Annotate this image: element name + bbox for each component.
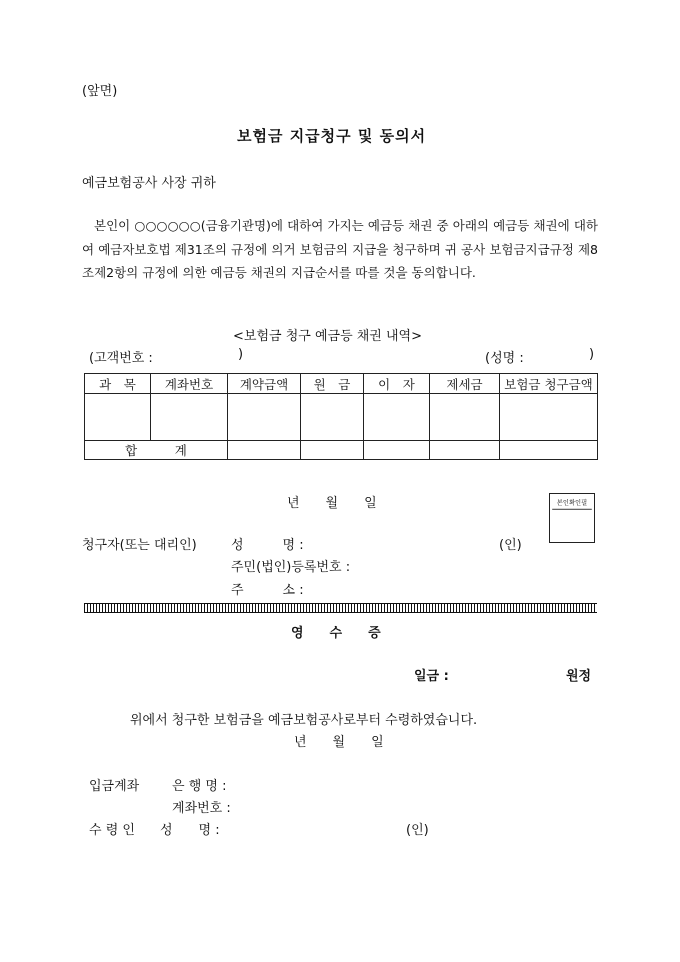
cell-contract-amount[interactable] bbox=[228, 394, 301, 441]
recipient-label: 수 령 인 bbox=[89, 823, 135, 838]
total-label: 합 계 bbox=[85, 441, 228, 460]
col-header-account-no: 계좌번호 bbox=[151, 374, 228, 394]
receipt-amount-label: 일금 : bbox=[414, 669, 449, 684]
receipt-statement: 위에서 청구한 보험금을 예금보험공사로부터 수령하였습니다. bbox=[130, 713, 478, 728]
recipient-seal-mark: (인) bbox=[406, 823, 429, 838]
claimant-address-label: 주 소 : bbox=[231, 583, 304, 598]
col-header-subject: 과 목 bbox=[85, 374, 151, 394]
name-label: (성명 : bbox=[485, 351, 524, 366]
claimant-name-label: 성 명 : bbox=[231, 538, 304, 553]
deposit-account-label: 입금계좌 bbox=[89, 779, 140, 794]
table-row bbox=[85, 394, 598, 441]
consent-text: 본인이 ○○○○○○(금융기관명)에 대하여 가지는 예금등 채권 중 아래의 예금등 채권에 대하여 예금자보호법 제31조의 규정에 의거 보험금의 지급을 청구하며 귀 공사 보험금지급규정 제8조제2항의 규정에 의한 예금등 채권의 지급순서를 따를 것을 동의합니다. bbox=[82, 218, 598, 280]
cell-subject[interactable] bbox=[85, 394, 151, 441]
total-row bbox=[85, 441, 598, 460]
cell-account-no[interactable] bbox=[151, 394, 228, 441]
cell-interest[interactable] bbox=[364, 394, 430, 441]
col-header-principal: 원 금 bbox=[301, 374, 364, 394]
claimant-label: 청구자(또는 대리인) bbox=[82, 538, 197, 553]
identity-check-label: 본인확인필 bbox=[552, 498, 592, 510]
account-number-label: 계좌번호 : bbox=[172, 801, 231, 816]
total-taxes[interactable] bbox=[430, 441, 500, 460]
customer-number-close: ) bbox=[238, 347, 244, 362]
total-principal[interactable] bbox=[301, 441, 364, 460]
col-header-taxes: 제세금 bbox=[430, 374, 500, 394]
customer-number-label: (고객번호 : bbox=[89, 351, 153, 366]
claim-date: 년 월 일 bbox=[287, 496, 377, 511]
col-header-contract-amount: 계약금액 bbox=[228, 374, 301, 394]
page-side-label: (앞면) bbox=[82, 84, 118, 99]
receipt-title: 영 수 증 bbox=[291, 626, 381, 641]
col-header-interest: 이 자 bbox=[364, 374, 430, 394]
addressee: 예금보험공사 사장 귀하 bbox=[82, 176, 216, 191]
receipt-date: 년 월 일 bbox=[294, 735, 384, 750]
identity-check-box bbox=[549, 493, 595, 543]
total-interest[interactable] bbox=[364, 441, 430, 460]
recipient-name-label: 성 명 : bbox=[160, 823, 220, 838]
receipt-amount-suffix: 원정 bbox=[566, 669, 592, 684]
claims-heading: <보험금 청구 예금등 채권 내역> bbox=[233, 329, 423, 344]
claims-table bbox=[84, 373, 598, 460]
claimant-id-label: 주민(법인)등록번호 : bbox=[231, 560, 351, 575]
bank-name-label: 은 행 명 : bbox=[172, 779, 227, 794]
col-header-claim-amount: 보험금 청구금액 bbox=[500, 374, 598, 394]
name-close: ) bbox=[589, 347, 595, 362]
claimant-seal-mark: (인) bbox=[499, 538, 522, 553]
consent-paragraph bbox=[82, 214, 598, 285]
total-contract-amount[interactable] bbox=[228, 441, 301, 460]
section-divider bbox=[84, 603, 597, 613]
cell-claim-amount[interactable] bbox=[500, 394, 598, 441]
cell-principal[interactable] bbox=[301, 394, 364, 441]
document-title: 보험금 지급청구 및 동의서 bbox=[237, 127, 427, 145]
table-header-row bbox=[85, 374, 598, 394]
cell-taxes[interactable] bbox=[430, 394, 500, 441]
total-claim-amount[interactable] bbox=[500, 441, 598, 460]
